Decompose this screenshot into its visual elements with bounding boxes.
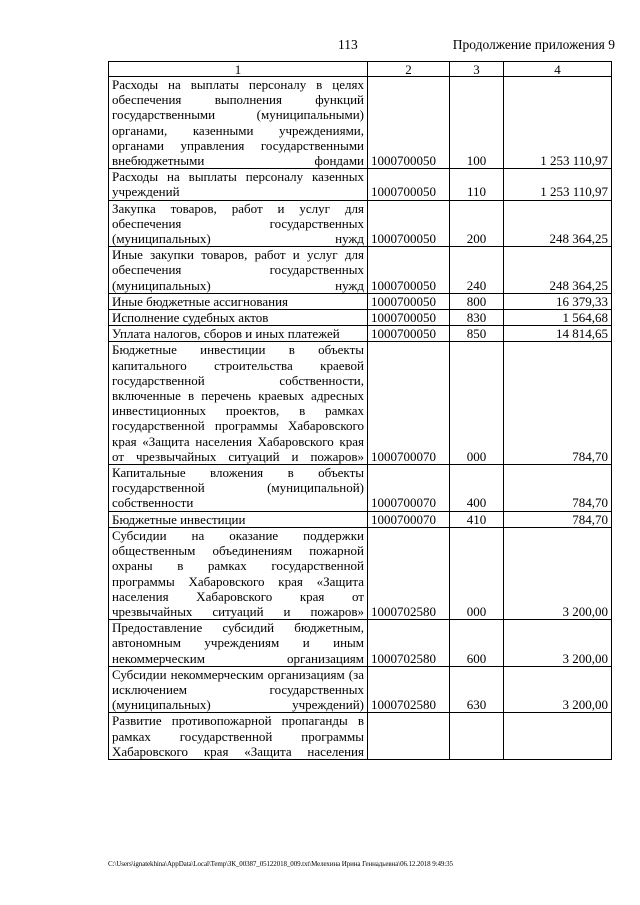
footer-file-path: C:\Users\ignatekhina\AppData\Local\Temp\ЗК_00387_05122018_009.txt\Мелехина Ирина Геннадьевна\06.12.2018 9:49:35 xyxy=(108,860,453,868)
target-article-code: 1000700050 xyxy=(368,326,450,342)
target-article-code: 1000702580 xyxy=(368,527,450,619)
table-row xyxy=(109,342,612,465)
expense-type-code: 400 xyxy=(450,465,504,512)
expense-type-code: 000 xyxy=(450,342,504,465)
table-row xyxy=(109,169,612,200)
target-article-code: 1000700050 xyxy=(368,293,450,309)
target-article-code: 1000700070 xyxy=(368,342,450,465)
table-row xyxy=(109,511,612,527)
amount: 1 253 110,97 xyxy=(504,169,612,200)
table-row xyxy=(109,293,612,309)
column-header-1: 1 xyxy=(109,62,368,77)
expense-name: Развитие противопожарной пропаганды в рамках государственной программы Хабаровского края «Защита населения xyxy=(109,713,368,760)
expense-name: Иные закупки товаров, работ и услуг для обеспечения государственных (муниципальных) нужд xyxy=(109,247,368,294)
amount: 784,70 xyxy=(504,342,612,465)
expense-type-code: 630 xyxy=(450,666,504,713)
table-header-row xyxy=(109,62,612,77)
target-article-code: 1000700050 xyxy=(368,310,450,326)
expense-type-code xyxy=(450,713,504,760)
expense-type-code: 000 xyxy=(450,527,504,619)
amount: 3 200,00 xyxy=(504,666,612,713)
amount: 16 379,33 xyxy=(504,293,612,309)
expense-name: Расходы на выплаты персоналу в целях обеспечения выполнения функций государственными (муниципальными) органами, казенными учреждениями, органами управления государственными внебюджетными фондами xyxy=(109,77,368,169)
amount: 784,70 xyxy=(504,465,612,512)
target-article-code: 1000702580 xyxy=(368,620,450,667)
expense-type-code: 830 xyxy=(450,310,504,326)
expense-type-code: 110 xyxy=(450,169,504,200)
table-row xyxy=(109,247,612,294)
target-article-code xyxy=(368,713,450,760)
target-article-code: 1000700070 xyxy=(368,511,450,527)
column-header-3: 3 xyxy=(450,62,504,77)
expense-type-code: 240 xyxy=(450,247,504,294)
expense-name: Предоставление субсидий бюджетным, автономным учреждениям и иным некоммерческим организациям xyxy=(109,620,368,667)
target-article-code: 1000700050 xyxy=(368,169,450,200)
table-row xyxy=(109,326,612,342)
table-row xyxy=(109,77,612,169)
amount: 248 364,25 xyxy=(504,247,612,294)
expense-name: Бюджетные инвестиции xyxy=(109,511,368,527)
table-row xyxy=(109,666,612,713)
table-row xyxy=(109,620,612,667)
column-header-4: 4 xyxy=(504,62,612,77)
expense-name: Закупка товаров, работ и услуг для обеспечения государственных (муниципальных) нужд xyxy=(109,200,368,247)
amount: 248 364,25 xyxy=(504,200,612,247)
expense-name: Капитальные вложения в объекты государственной (муниципальной) собственности xyxy=(109,465,368,512)
table-row xyxy=(109,465,612,512)
amount: 3 200,00 xyxy=(504,620,612,667)
target-article-code: 1000700050 xyxy=(368,247,450,294)
amount: 14 814,65 xyxy=(504,326,612,342)
expense-type-code: 600 xyxy=(450,620,504,667)
expense-type-code: 850 xyxy=(450,326,504,342)
appendix-continuation-note: Продолжение приложения 9 xyxy=(452,37,615,52)
expense-name: Субсидии некоммерческим организациям (за исключением государственных (муниципальных) учреждений) xyxy=(109,666,368,713)
expense-type-code: 800 xyxy=(450,293,504,309)
amount xyxy=(504,713,612,760)
expense-name: Исполнение судебных актов xyxy=(109,310,368,326)
budget-table xyxy=(108,61,612,760)
expense-name: Субсидии на оказание поддержки общественным объединениям пожарной охраны в рамках государственной программы Хабаровского края «Защита населения Хабаровского края от чрезвычайных ситуаций и пожаров» xyxy=(109,527,368,619)
table-row xyxy=(109,200,612,247)
amount: 1 564,68 xyxy=(504,310,612,326)
target-article-code: 1000700050 xyxy=(368,200,450,247)
expense-name: Расходы на выплаты персоналу казенных учреждений xyxy=(109,169,368,200)
table-row xyxy=(109,527,612,619)
target-article-code: 1000700050 xyxy=(368,77,450,169)
column-header-2: 2 xyxy=(368,62,450,77)
page-number: 113 xyxy=(338,37,358,52)
expense-type-code: 200 xyxy=(450,200,504,247)
expense-type-code: 100 xyxy=(450,77,504,169)
target-article-code: 1000700070 xyxy=(368,465,450,512)
expense-name: Бюджетные инвестиции в объекты капитального строительства краевой государственной собственности, включенные в перечень краевых адресных инвестиционных проектов, в рамках государственной программы Хабаровского края «Защита населения Хабаровского края от чрезвычайных ситуаций и пожаров» xyxy=(109,342,368,465)
expense-type-code: 410 xyxy=(450,511,504,527)
amount: 1 253 110,97 xyxy=(504,77,612,169)
target-article-code: 1000702580 xyxy=(368,666,450,713)
amount: 3 200,00 xyxy=(504,527,612,619)
expense-name: Иные бюджетные ассигнования xyxy=(109,293,368,309)
table-row xyxy=(109,310,612,326)
amount: 784,70 xyxy=(504,511,612,527)
expense-name: Уплата налогов, сборов и иных платежей xyxy=(109,326,368,342)
table-row xyxy=(109,713,612,760)
